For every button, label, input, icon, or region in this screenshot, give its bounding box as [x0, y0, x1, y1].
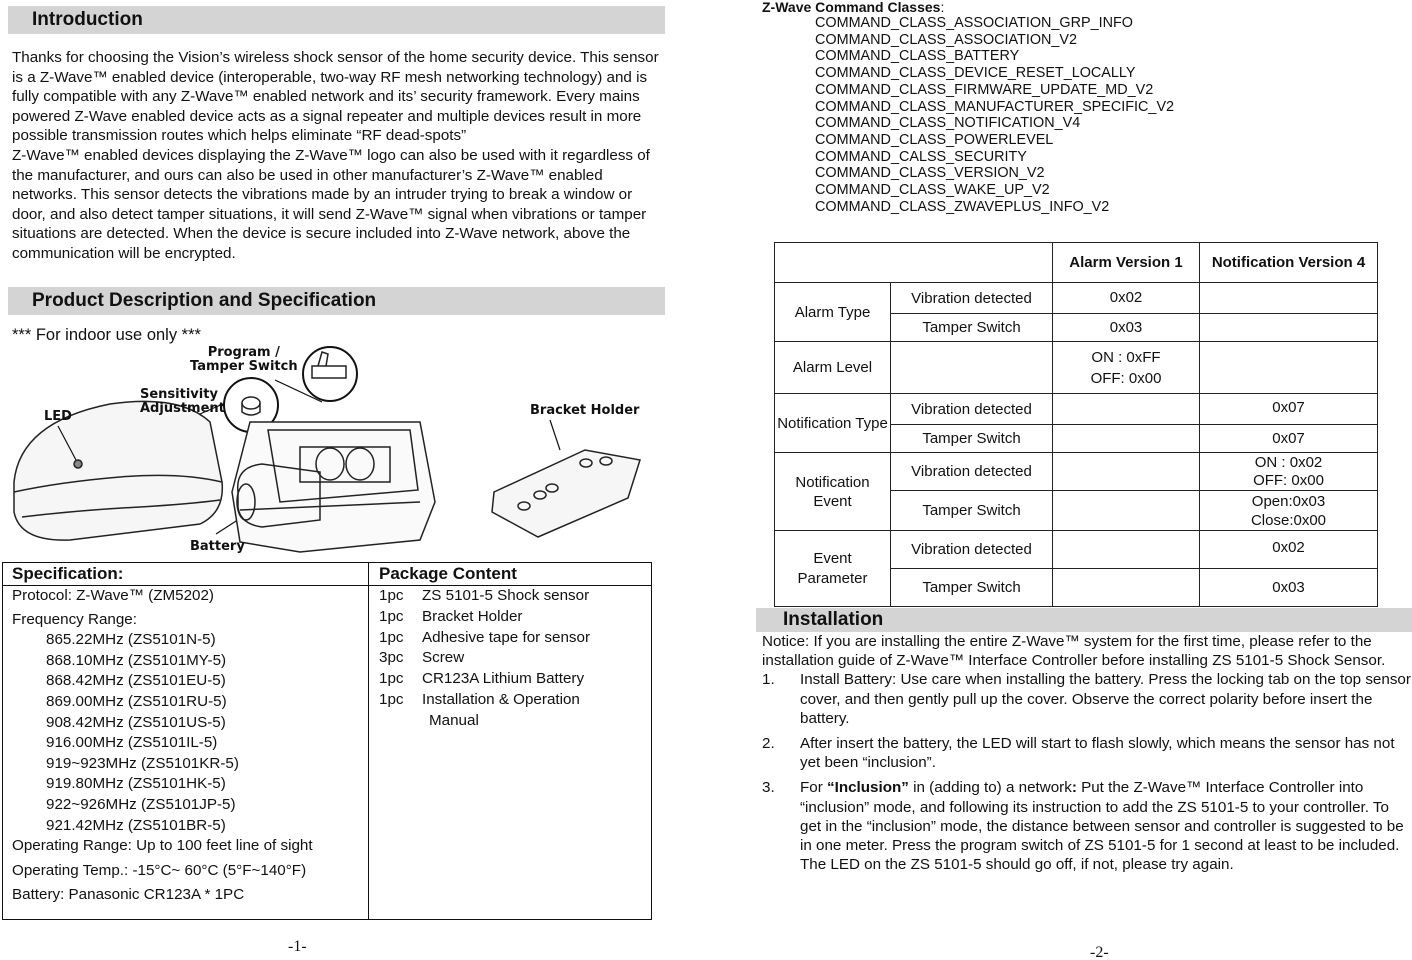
command-class-item: COMMAND_CLASS_WAKE_UP_V2 — [815, 182, 1050, 199]
package-content-heading: Package Content — [379, 564, 517, 583]
frequency-item: 916.00MHz (ZS5101IL-5) — [46, 734, 218, 752]
intro-paragraph-1: Thanks for choosing the Vision’s wireless shock sensor of the home security device. This sensor is a Z-Wave™ enabled device (interoperable, two-way RF mesh networking technology) and is fully compatible with any Z-Wave™ enabled network and its’ security framework. Every mains powered Z-Wave enabled device acts as a signal repeater and multiple devices result in more possible transmission routes which helps eliminate “RF dead-spots” — [12, 49, 659, 145]
empty-cell — [891, 342, 1053, 394]
page-number-right: -2- — [1090, 944, 1109, 960]
command-class-item: COMMAND_CLASS_MANUFACTURER_SPECIFIC_V2 — [815, 98, 1175, 115]
event-parameter-cell: Event Parameter — [775, 531, 891, 607]
value-cell — [1053, 531, 1200, 569]
specification-table — [2, 562, 652, 920]
table-header-row — [775, 243, 1378, 283]
command-class-item: COMMAND_CLASS_ZWAVEPLUS_INFO_V2 — [815, 198, 1110, 215]
tamper-cell: Tamper Switch — [891, 491, 1053, 531]
value-cell — [1053, 491, 1200, 531]
notification-version-header: Notification Version 4 — [1200, 243, 1378, 283]
value-cell — [1053, 569, 1200, 607]
frequency-item: 921.42MHz (ZS5101BR-5) — [46, 816, 226, 834]
bracket-holder-drawing — [492, 450, 640, 537]
frequency-item: 919~923MHz (ZS5101KR-5) — [46, 754, 239, 772]
vibration-cell: Vibration detected — [891, 283, 1053, 314]
command-class-item: COMMAND_CLASS_VERSION_V2 — [815, 165, 1045, 182]
alarm-notification-table — [774, 242, 1378, 607]
operating-range-line: Operating Range: Up to 100 feet line of sight — [12, 837, 313, 855]
column-divider — [368, 563, 369, 919]
table-row — [775, 342, 1378, 394]
notification-type-cell: Notification Type — [775, 394, 891, 453]
command-class-item: COMMAND_CLASS_POWERLEVEL — [815, 131, 1054, 148]
tamper-cell: Tamper Switch — [891, 425, 1053, 453]
installation-heading: Installation — [756, 608, 1412, 632]
value-cell — [1200, 283, 1378, 314]
value-cell: 0x03 — [1200, 569, 1378, 607]
frequency-item: 865.22MHz (ZS5101N-5) — [46, 631, 216, 649]
frequency-item: 922~926MHz (ZS5101JP-5) — [46, 795, 236, 813]
table-row — [775, 453, 1378, 491]
package-item: 1pc Bracket Holder — [379, 607, 523, 625]
installation-body — [762, 632, 1412, 874]
empty-header-cell — [775, 243, 1053, 283]
package-content-column — [379, 563, 649, 732]
operating-temp-line: Operating Temp.: -15°C~ 60°C (5°F~140°F) — [12, 861, 307, 879]
vibration-cell: Vibration detected — [891, 394, 1053, 425]
table-row — [775, 394, 1378, 425]
value-cell: 0x07 — [1200, 394, 1378, 425]
frequency-item: 868.10MHz (ZS5101MY-5) — [46, 651, 227, 669]
value-cell — [1053, 453, 1200, 491]
command-class-item: COMMAND_CLASS_FIRMWARE_UPDATE_MD_V2 — [815, 81, 1154, 98]
package-item: 1pc CR123A Lithium Battery — [379, 670, 585, 688]
notification-event-cell: Notification Event — [775, 453, 891, 531]
program-tamper-switch-label: Program / Tamper Switch — [190, 345, 298, 374]
product-description-heading: Product Description and Specification — [8, 287, 665, 315]
tamper-cell: Tamper Switch — [891, 569, 1053, 607]
indoor-use-note: *** For indoor use only *** — [12, 326, 201, 344]
product-illustration — [0, 342, 680, 560]
installation-step: 1. Install Battery: Use care when installing the battery. Press the locking tab on the top sensor cover, and then gently pull up the cover. Observe the correct polarity before insert the battery. — [762, 671, 1411, 727]
frequency-item: 869.00MHz (ZS5101RU-5) — [46, 692, 227, 710]
value-cell: ON : 0x02 OFF: 0x00 — [1200, 453, 1378, 491]
value-cell: 0x02 — [1200, 531, 1378, 569]
value-cell: 0x03 — [1053, 314, 1200, 342]
vibration-cell: Vibration detected — [891, 531, 1053, 569]
command-class-item: COMMAND_CLASS_NOTIFICATION_V4 — [815, 115, 1081, 132]
value-cell: 0x07 — [1200, 425, 1378, 453]
package-item: 1pc ZS 5101-5 Shock sensor — [379, 587, 590, 604]
frequency-item: 919.80MHz (ZS5101HK-5) — [46, 775, 226, 793]
value-cell — [1200, 342, 1378, 394]
specification-heading: Specification: — [12, 564, 124, 583]
introduction-heading: Introduction — [8, 6, 665, 34]
table-row — [775, 283, 1378, 314]
command-classes-title: Z-Wave Command Classes: — [762, 0, 945, 15]
frequency-item: 868.42MHz (ZS5101EU-5) — [46, 672, 226, 690]
protocol-line: Protocol: Z-Wave™ (ZM5202) — [12, 587, 214, 604]
battery-label: Battery — [190, 539, 245, 554]
package-item: 1pc Adhesive tape for sensor — [379, 628, 591, 646]
value-cell: 0x02 — [1053, 283, 1200, 314]
command-class-item: COMMAND_CALSS_SECURITY — [815, 148, 1027, 165]
value-cell — [1200, 314, 1378, 342]
value-cell: ON : 0xFF OFF: 0x00 — [1053, 342, 1200, 394]
value-cell — [1053, 425, 1200, 453]
command-class-item: COMMAND_CLASS_ASSOCIATION_GRP_INFO — [815, 15, 1133, 31]
package-item: 3pc Screw — [379, 649, 465, 667]
value-cell — [1053, 394, 1200, 425]
alarm-version-header: Alarm Version 1 — [1053, 243, 1200, 283]
command-classes-list — [762, 15, 1412, 215]
page-number-left: -1- — [288, 938, 307, 955]
alarm-type-cell: Alarm Type — [775, 283, 891, 342]
tamper-cell: Tamper Switch — [891, 314, 1053, 342]
command-class-item: COMMAND_CLASS_BATTERY — [815, 48, 1020, 65]
right-page — [756, 0, 1412, 960]
alarm-level-cell: Alarm Level — [775, 342, 891, 394]
installation-step: 2. After insert the battery, the LED will start to flash slowly, which means the sensor has not yet been “inclusion”. — [762, 735, 1395, 772]
bracket-holder-label: Bracket Holder — [530, 403, 640, 418]
package-item: 1pc Installation & Operation — [379, 690, 580, 708]
package-item-continuation: Manual — [429, 711, 479, 729]
led-label: LED — [44, 409, 72, 424]
value-cell: Open:0x03 Close:0x00 — [1200, 491, 1378, 531]
command-class-item: COMMAND_CLASS_ASSOCIATION_V2 — [815, 31, 1078, 48]
installation-step: 3. For “Inclusion” in (adding to) a network: Put the Z-Wave™ Interface Controller into “inclusion” mode, and following its instruction to add the ZS 5101-5 to your controller. To get in the “inclusion” mode, the distance between sensor and controller is suggested to be in one meter. Press the program switch of ZS 5101-5 for 1 second at least to be included. The LED on the ZS 5101-5 should go off, if not, please try again. — [762, 779, 1404, 874]
command-class-item: COMMAND_CLASS_DEVICE_RESET_LOCALLY — [815, 65, 1136, 82]
intro-paragraph-2: Z-Wave™ enabled devices displaying the Z-Wave™ logo can also be used with it regardless of the manufacturer, and ours can also be used in other manufacturer’s Z-Wave™ enabled networks. This sensor detects the vibrations made by an intruder trying to break a window or door, and also detect tamper situations, it will send Z-Wave™ signal when vibrations or tamper situations are detected. When the device is secure included into Z-Wave network, above the communication will be encrypted. — [12, 146, 650, 262]
specification-column — [12, 563, 364, 906]
installation-notice: Notice: If you are installing the entire Z-Wave™ system for the first time, please refer to the installation guide of Z-Wave™ Interface Controller before installing ZS 5101-5 Shock Sensor. — [762, 633, 1386, 670]
product-figure — [0, 342, 680, 560]
frequency-item: 908.42MHz (ZS5101US-5) — [46, 713, 226, 731]
sensitivity-adjustment-label: Sensitivity Adjustment — [140, 387, 225, 416]
left-page — [0, 0, 680, 960]
battery-line: Battery: Panasonic CR123A * 1PC — [12, 886, 245, 904]
frequency-range-label: Frequency Range: — [12, 610, 137, 628]
introduction-text — [2, 48, 674, 264]
table-row — [775, 531, 1378, 569]
vibration-cell: Vibration detected — [891, 453, 1053, 491]
sensor-housing-drawing — [232, 422, 435, 552]
